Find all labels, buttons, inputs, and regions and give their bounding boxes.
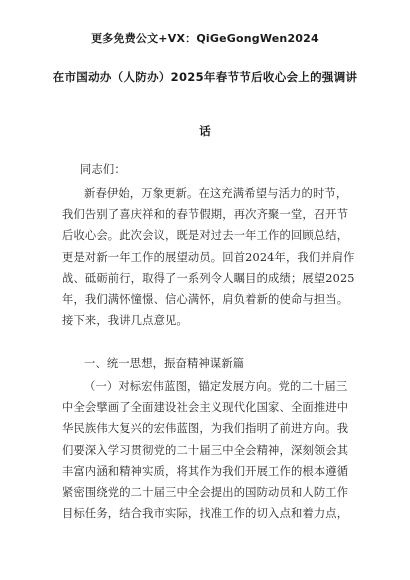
paragraph-1-line: 后收心会。此次会议，既是对过去一年工作的回顾总结， — [62, 229, 349, 243]
watermark-text: 更多免费公文+VX：QiGeGongWen2024 — [91, 32, 319, 45]
paragraph-2-line: 目标任务，结合我市实际，找准工作的切入点和着力点， — [62, 507, 349, 521]
paragraph-2-line: 们要深入学习贯彻党的二十届三中全会精神，深刻领会其 — [62, 443, 349, 457]
paragraph-2-line: 丰富内涵和精神实质，将其作为我们开展工作的根本遵循 — [62, 464, 349, 478]
paragraph-1-line: 我们告别了喜庆祥和的春节假期，再次齐聚一堂，召开节 — [62, 208, 349, 222]
paragraph-1-line: 新春伊始，万象更新。在这充满希望与活力的时节， — [84, 187, 348, 200]
paragraph-2-line: 紧密围绕党的二十届三中全会提出的国防动员和人防工作 — [62, 485, 349, 499]
paragraph-2-line: 华民族伟大复兴的宏伟蓝图，为我们指明了前进方向。我 — [62, 422, 349, 436]
paragraph-1 — [62, 183, 355, 331]
section-heading-1-text: 一、统一思想，振奋精神谋新篇 — [84, 357, 245, 370]
document-title-line-1: 在市国动办（人防办）2025年春节节后收心会上的强调讲 — [52, 70, 358, 84]
section-heading-1 — [62, 353, 352, 374]
paragraph-2 — [62, 376, 352, 524]
salutation: 同志们： — [80, 163, 126, 176]
paragraph-1-line: 接下来，我讲几点意见。 — [62, 314, 188, 328]
paragraph-1-line: 年，我们满怀憧憬、信心满怀，肩负着新的使命与担当。 — [62, 292, 349, 306]
document-title-line-2: 话 — [199, 124, 211, 138]
paragraph-2-line: 中全会擘画了全面建设社会主义现代化国家、全面推进中 — [62, 401, 349, 415]
paragraph-1-line: 更是对新一年工作的展望动员。回首2024年，我们并肩作 — [62, 250, 355, 264]
paragraph-1-line: 战、砥砺前行，取得了一系列令人瞩目的成绩；展望2025 — [62, 271, 355, 285]
paragraph-2-line: （一）对标宏伟蓝图，锚定发展方向。党的二十届三 — [84, 380, 348, 393]
